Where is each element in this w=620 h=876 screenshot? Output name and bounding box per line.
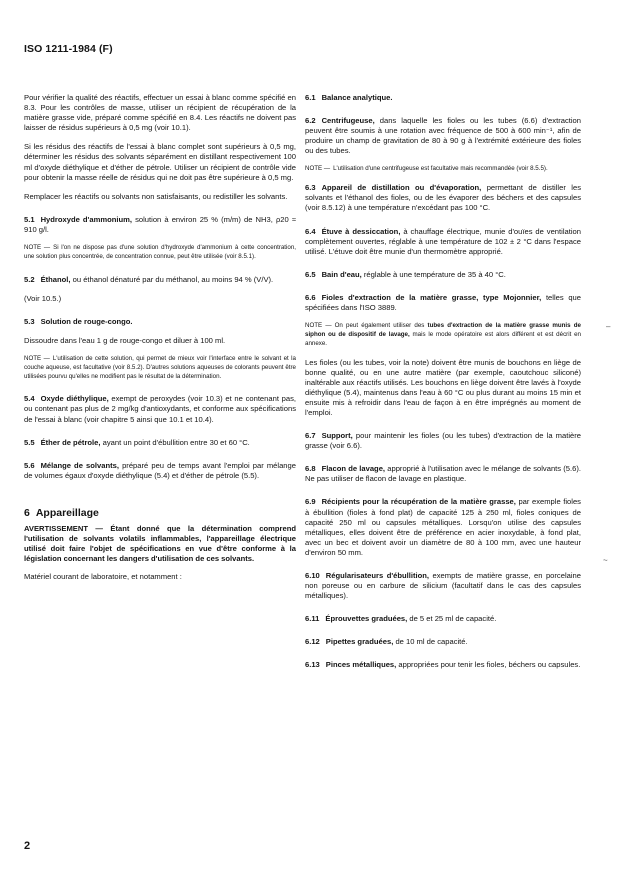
section-5-5 (24, 438, 296, 448)
section-number: 5.2 (24, 274, 35, 284)
note-6-6 (305, 322, 581, 348)
note-5-3 (24, 355, 296, 381)
section-number: 5.1 (24, 214, 35, 224)
section-title: Récipients pour la récupération de la matière grasse, (321, 497, 516, 507)
section-title: Éprouvettes graduées, (325, 614, 408, 624)
section-text: solution à environ 25 % (m/m) de NH3, ρ20 ≈ 910 g/l. (24, 214, 296, 234)
paragraph-blank-test: Pour vérifier la qualité des réactifs, effectuer un essai à blanc comme spécifié en 8.3. Pour les contrôles de masse, utiliser un récipient de récupération de la matière grasse vide, préparé comme spécifié en 8.4. Les réactifs ne doivent pas laisser de résidus supérieurs à 0,5 mg (voir 10.1). (24, 93, 296, 133)
note-label: NOTE — (24, 244, 51, 252)
section-6-6 (305, 293, 581, 313)
section-title: Éther de pétrole, (40, 437, 101, 447)
section-5-3-text: Dissoudre dans l'eau 1 g de rouge-congo et diluer à 100 ml. (24, 335, 226, 345)
section-number: 6.10 (305, 571, 320, 580)
section-title: Flacon de lavage, (321, 464, 386, 474)
section-text: à chauffage électrique, munie d'ouïes de ventilation complètement ouvertes, réglable à une température de 102 ± 2 °C dans l'espace utilisé. L'étuve doit être munie d'un thermomètre approprié. (305, 226, 581, 256)
section-number: 6.7 (305, 431, 316, 441)
section-text: approprié à l'utilisation avec le mélange de solvants (5.6). Ne pas utiliser de flacon de lavage en plastique. (305, 464, 581, 484)
section-number: 6.2 (305, 116, 316, 126)
paragraph-replace: Remplacer les réactifs ou solvants non satisfaisants, ou redistiller les solvants. (24, 191, 288, 201)
section-text: permettant de distiller les solvants et l'éthanol des fioles, ou de les évaporer des béchers et des capsules (voir 8.5.12) à une température n'excédant pas 100 °C. (305, 183, 581, 213)
section-number: 6.9 (305, 497, 316, 507)
section-number: 5.4 (24, 394, 35, 404)
note-label: NOTE — (305, 322, 332, 330)
warning-paragraph (24, 524, 296, 564)
section-5-2 (24, 275, 296, 285)
section-title: Solution de rouge-congo. (40, 316, 133, 326)
section-number: 6.13 (305, 660, 320, 670)
section-title: Étuve à dessiccation, (321, 226, 401, 236)
section-number: 6.11 (305, 614, 320, 624)
section-6-2 (305, 116, 581, 156)
warning-label: AVERTISSEMENT — (24, 524, 103, 534)
section-5-6 (24, 461, 296, 481)
section-6-4 (305, 227, 581, 257)
margin-tilde-mark: ~ (603, 556, 608, 565)
section-number: 6.12 (305, 637, 320, 647)
section-text: de 5 et 25 ml de capacité. (409, 614, 497, 624)
note-text: L'utilisation de cette solution, qui permet de mieux voir l'interface entre le solvant et la couche aqueuse, est facultative (voir 8.5.2). D'autres solutions aqueuses de colorants peuvent être utilisées pourvu qu'elles ne modifient pas le résultat de la détermination. (24, 355, 296, 380)
section-5-3 (24, 317, 296, 327)
chapter-number: 6 (24, 506, 30, 519)
note-text-bold: tubes d'extraction de la matière grasse munis de siphon ou de dispositif de lavage, (305, 322, 581, 338)
margin-dash-mark: – (606, 322, 611, 331)
note-text: L'utilisation d'une centrifugeuse est facultative mais recommandée (voir 8.5.5). (333, 165, 548, 173)
section-number: 6.4 (305, 226, 316, 236)
section-5-1 (24, 215, 296, 235)
section-title: Pinces métalliques, (325, 660, 397, 670)
section-text: de 10 ml de capacité. (395, 637, 468, 647)
section-text: ou éthanol dénaturé par du méthanol, au moins 94 % (V/V). (72, 274, 274, 284)
section-number: 5.6 (24, 460, 35, 470)
page-number: 2 (24, 840, 31, 852)
section-text: exempt de peroxydes (voir 10.3) et ne contenant pas, ou contenant pas plus de 2 mg/kg d'antioxydants, et conforme aux spécifications de l'essai à blanc (voir chapitre 5 ainsi que 10.1 et 10.4). (24, 394, 296, 424)
section-title: Mélange de solvants, (40, 460, 119, 470)
section-6-10 (305, 571, 581, 601)
section-title: Centrifugeuse, (321, 116, 375, 126)
left-column (24, 93, 296, 592)
section-text: exempts de matière grasse, en porcelaine non poreuse ou en carbure de silicium (facultatif dans le cas des capsules métalliques). (305, 571, 581, 601)
section-number: 6.1 (305, 93, 316, 102)
section-title: Appareil de distillation ou d'évaporation, (321, 183, 482, 193)
section-6-12 (305, 637, 581, 647)
section-6-9 (305, 497, 581, 558)
note-label: NOTE — (24, 355, 50, 362)
section-text: appropriées pour tenir les fioles, béchers ou capsules. (398, 660, 581, 670)
section-title: Hydroxyde d'ammonium, (40, 214, 132, 224)
page-header: ISO 1211-1984 (F) (24, 43, 113, 55)
section-title: Régularisateurs d'ébullition, (325, 571, 429, 580)
right-column (305, 93, 581, 680)
warning-text: Étant donné que la détermination comprend l'utilisation de solvants volatils inflammables, l'appareillage électrique utilisé doit faire l'objet de spécifications en vue d'être conforme à la législation concernant les dangers d'utilisation de ces solvants. (24, 524, 296, 564)
section-text: par exemple fioles à ébullition (fioles à fond plat) de capacité 125 à 250 ml, fioles coniques de capacité 250 ml ou capsules métalliques. Lorsqu'on utilise des capsules métalliques, elles doivent être de préférence en acier inoxydable, à fond plat, avec un bec et doivent avoir un diamètre de 80 à 100 mm, avec une hauteur d'environ 50 mm. (305, 497, 581, 557)
section-text: pour maintenir les fioles (ou les tubes) d'extraction de la matière grasse (voir 6.6). (305, 431, 581, 451)
section-title: Bain d'eau, (321, 269, 362, 279)
section-title: Fioles d'extraction de la matière grasse, type Mojonnier, (321, 292, 542, 302)
note-6-2 (305, 165, 581, 174)
section-title: Balance analytique. (321, 93, 393, 102)
paragraph-materiel: Matériel courant de laboratoire, et notamment : (24, 572, 182, 582)
section-5-2-ref: (Voir 10.5.) (24, 293, 62, 303)
section-text: dans laquelle les fioles ou les tubes (6.6) d'extraction peuvent être soumis à une rotation avec fréquence de 500 à 600 min⁻¹, afin de produire un champ de gravitation de 80 à 90 g à l'extrémité extérieure des fioles ou des tubes. (305, 116, 581, 156)
note-5-1 (24, 244, 296, 262)
section-number: 6.5 (305, 269, 316, 279)
section-6-1 (305, 93, 581, 103)
section-6-7 (305, 431, 581, 451)
section-text: préparé peu de temps avant l'emploi par mélange de volumes égaux d'oxyde diéthylique (5.4) et d'éther de pétrole (5.5). (24, 460, 296, 480)
section-title: Support, (321, 431, 353, 441)
section-text: telles que spécifiées dans l'ISO 3889. (305, 292, 581, 313)
chapter-6-heading (24, 508, 296, 518)
note-text-post: mais le mode opératoire est alors différent et est décrit en annexe. (305, 330, 581, 347)
chapter-title: Appareillage (35, 506, 99, 519)
section-5-4 (24, 394, 296, 424)
section-number: 6.8 (305, 464, 316, 474)
section-6-13 (305, 660, 581, 670)
section-number: 5.5 (24, 437, 35, 447)
section-number: 6.6 (305, 292, 316, 302)
paragraph-bouchons: Les fioles (ou les tubes, voir la note) doivent être munis de bouchons en liège de bonne qualité, ou en une autre matière (par exemple, caoutchouc siliconé) inaltérable aux réactifs utilisés. Les bouchons en liège doivent être lavés à l'oxyde diéthylique (5.4), maintenus dans l'eau à 60 °C ou plus durant au moins 15 min et ensuite mis à refroidir dans l'eau de façon à en être imprégnés au moment de l'emploi. (305, 357, 581, 417)
note-text: Si l'on ne dispose pas d'une solution d'hydroxyde d'ammonium à cette concentration, une solution plus concentrée, de concentration connue, peut être utilisée (voir 8.5.1). (24, 244, 296, 260)
section-6-11 (305, 614, 581, 624)
section-title: Pipettes graduées, (325, 637, 394, 647)
section-title: Oxyde diéthylique, (40, 394, 109, 404)
note-text-pre: On peut également utiliser des (334, 322, 425, 330)
section-6-5 (305, 270, 581, 280)
note-label: NOTE — (305, 165, 331, 173)
section-6-3 (305, 183, 581, 213)
section-number: 6.3 (305, 183, 316, 193)
section-text: réglable à une température de 35 à 40 °C. (363, 269, 506, 279)
section-6-8 (305, 464, 581, 484)
section-text: ayant un point d'ébullition entre 30 et 60 °C. (102, 437, 250, 447)
section-title: Éthanol, (40, 274, 71, 284)
section-number: 5.3 (24, 316, 35, 326)
paragraph-residues: Si les résidus des réactifs de l'essai à blanc complet sont supérieurs à 0,5 mg, déterminer les résidus des solvants séparément en distillant respectivement 100 ml d'oxyde diéthylique et d'éther de pétrole. Utiliser un récipient de contrôle vide pour obtenir la masse réelle de résidus qui ne doit pas être supérieure à 0,5 mg. (24, 142, 296, 182)
